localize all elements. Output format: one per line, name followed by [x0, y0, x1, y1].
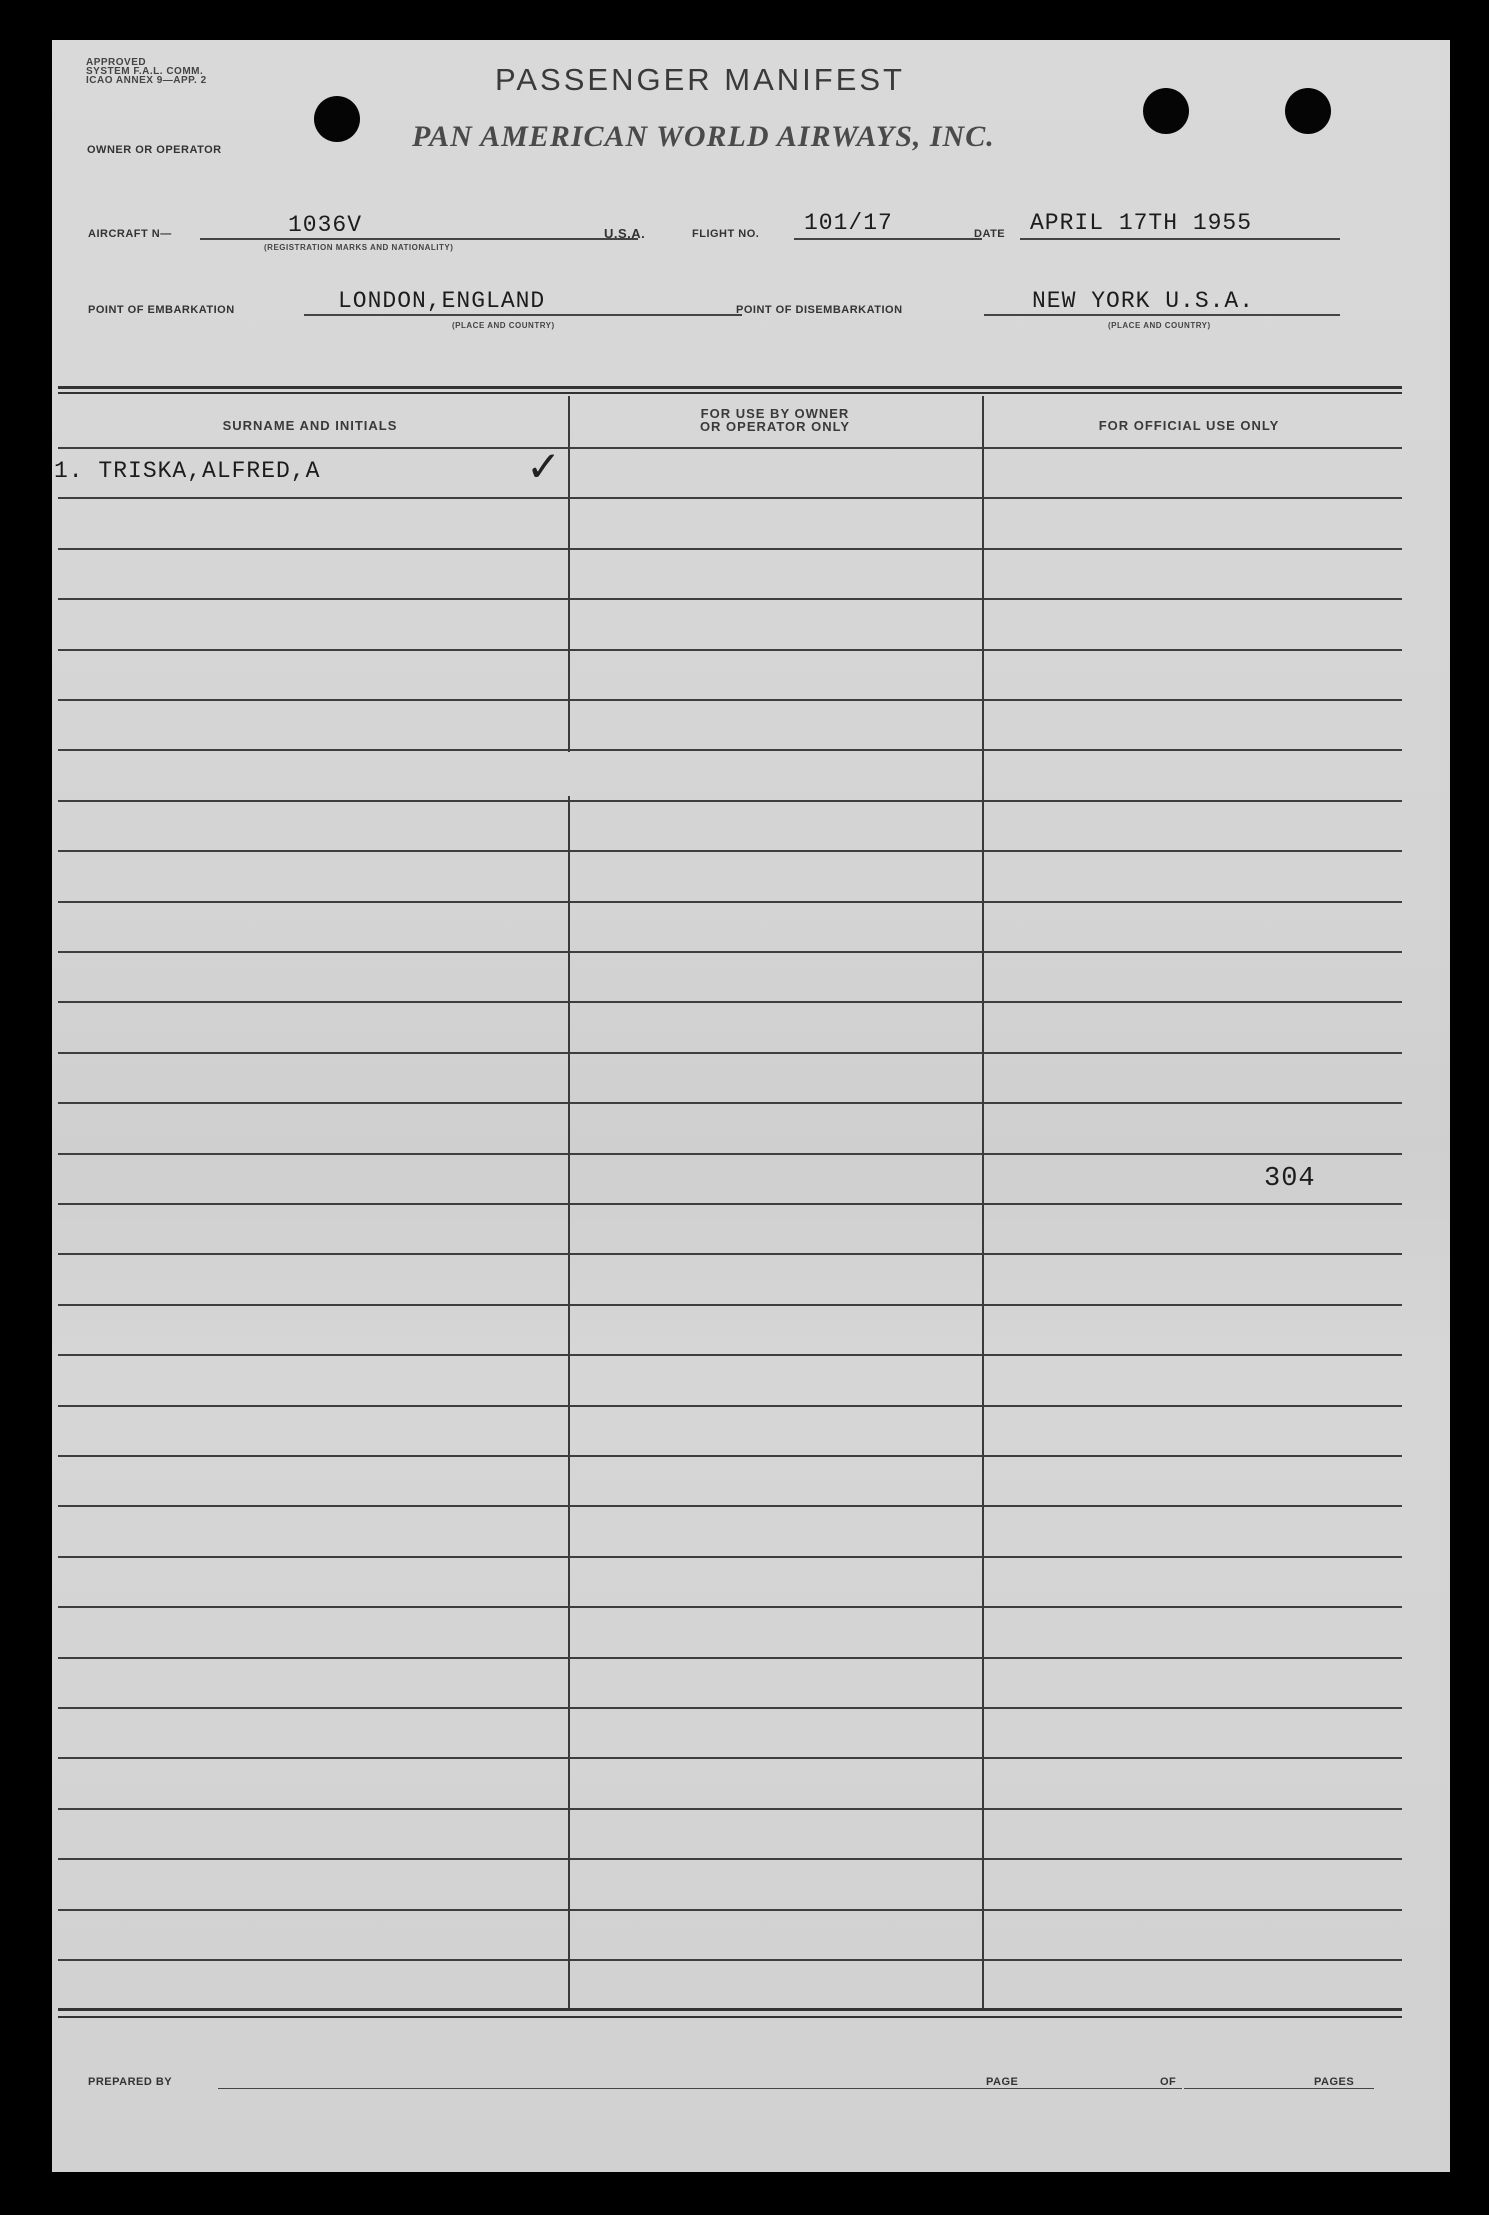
punch-hole [1143, 88, 1189, 134]
table-row-rule [58, 1153, 1402, 1155]
table-row-rule [58, 598, 1402, 600]
column-divider [568, 396, 570, 752]
table-row-rule [58, 1253, 1402, 1255]
disembarkation-label: POINT OF DISEMBARKATION [736, 304, 903, 316]
column-header-official-use: FOR OFFICIAL USE ONLY [1098, 418, 1280, 433]
approval-line: APPROVED [86, 57, 147, 68]
owner-label: OWNER OR OPERATOR [87, 144, 222, 156]
embarkation-label: POINT OF EMBARKATION [88, 304, 235, 316]
table-row-rule [58, 699, 1402, 701]
passenger-name: 1. TRISKA,ALFRED,A [54, 458, 321, 484]
date-value: APRIL 17TH 1955 [1030, 210, 1253, 236]
flight-value: 101/17 [804, 210, 893, 236]
column-divider [568, 796, 570, 2008]
page-title: PASSENGER MANIFEST [495, 62, 905, 97]
table-row-rule [58, 447, 1402, 449]
table-row-rule [58, 1657, 1402, 1659]
table-row-rule [58, 1304, 1402, 1306]
disembarkation-value: NEW YORK U.S.A. [1032, 288, 1255, 314]
disembarkation-caption: (PLACE AND COUNTRY) [1108, 321, 1211, 330]
pages-label: PAGES [1314, 2076, 1355, 2088]
table-row-rule [58, 850, 1402, 852]
table-row-rule [58, 1707, 1402, 1709]
approval-line: ICAO ANNEX 9—APP. 2 [86, 75, 207, 86]
of-label: OF [1160, 2076, 1177, 2088]
list-item [54, 442, 566, 491]
usa-label: U.S.A. [604, 226, 646, 241]
table-bottom-rule [58, 2008, 1402, 2011]
table-row-rule [58, 1001, 1402, 1003]
table-row-rule [58, 1909, 1402, 1911]
flight-label: FLIGHT NO. [692, 228, 760, 240]
column-header-owner-use [570, 407, 980, 433]
punch-hole [314, 96, 360, 142]
column-header-line: FOR USE BY OWNER [700, 406, 850, 421]
table-row-rule [58, 1354, 1402, 1356]
column-divider [982, 396, 984, 2008]
check-mark: ✓ [526, 442, 562, 491]
table-row-rule [58, 1757, 1402, 1759]
table-row-rule [58, 800, 1402, 802]
table-row-rule [58, 901, 1402, 903]
table-row-rule [58, 1606, 1402, 1608]
approval-block [86, 58, 207, 85]
table-row-rule [58, 1052, 1402, 1054]
table-row-rule [58, 1808, 1402, 1810]
approval-line: SYSTEM F.A.L. COMM. [86, 66, 204, 77]
aircraft-label: AIRCRAFT N— [88, 228, 172, 240]
table-row-rule [58, 1858, 1402, 1860]
table-top-rule [58, 386, 1402, 389]
column-header-surname: SURNAME AND INITIALS [222, 418, 398, 433]
table-row-rule [58, 1102, 1402, 1104]
prepared-by-label: PREPARED BY [88, 2076, 173, 2088]
manifest-sheet [52, 40, 1450, 2172]
table-row-rule [58, 1203, 1402, 1205]
table-row-rule [58, 1959, 1402, 1961]
table-row-rule [58, 1556, 1402, 1558]
table-row-rule [58, 1405, 1402, 1407]
table-row-rule [58, 951, 1402, 953]
table-bottom-rule [58, 2016, 1402, 2018]
registration-caption: (REGISTRATION MARKS AND NATIONALITY) [264, 243, 454, 252]
table-row-rule [58, 497, 1402, 499]
date-label: DATE [974, 228, 1006, 240]
column-header-line: OR OPERATOR ONLY [699, 419, 851, 434]
airline-name: PAN AMERICAN WORLD AIRWAYS, INC. [412, 120, 995, 153]
table-row-rule [58, 649, 1402, 651]
table-row-rule [58, 548, 1402, 550]
table-row-rule [58, 1455, 1402, 1457]
official-note: 304 [1264, 1164, 1316, 1194]
table-row-rule [58, 1505, 1402, 1507]
embarkation-caption: (PLACE AND COUNTRY) [452, 321, 555, 330]
table-top-rule [58, 392, 1402, 394]
page-label: PAGE [986, 2076, 1019, 2088]
aircraft-value: 1036V [288, 212, 363, 238]
table-row-rule [58, 749, 1402, 751]
punch-hole [1285, 88, 1331, 134]
embarkation-value: LONDON,ENGLAND [338, 288, 546, 314]
